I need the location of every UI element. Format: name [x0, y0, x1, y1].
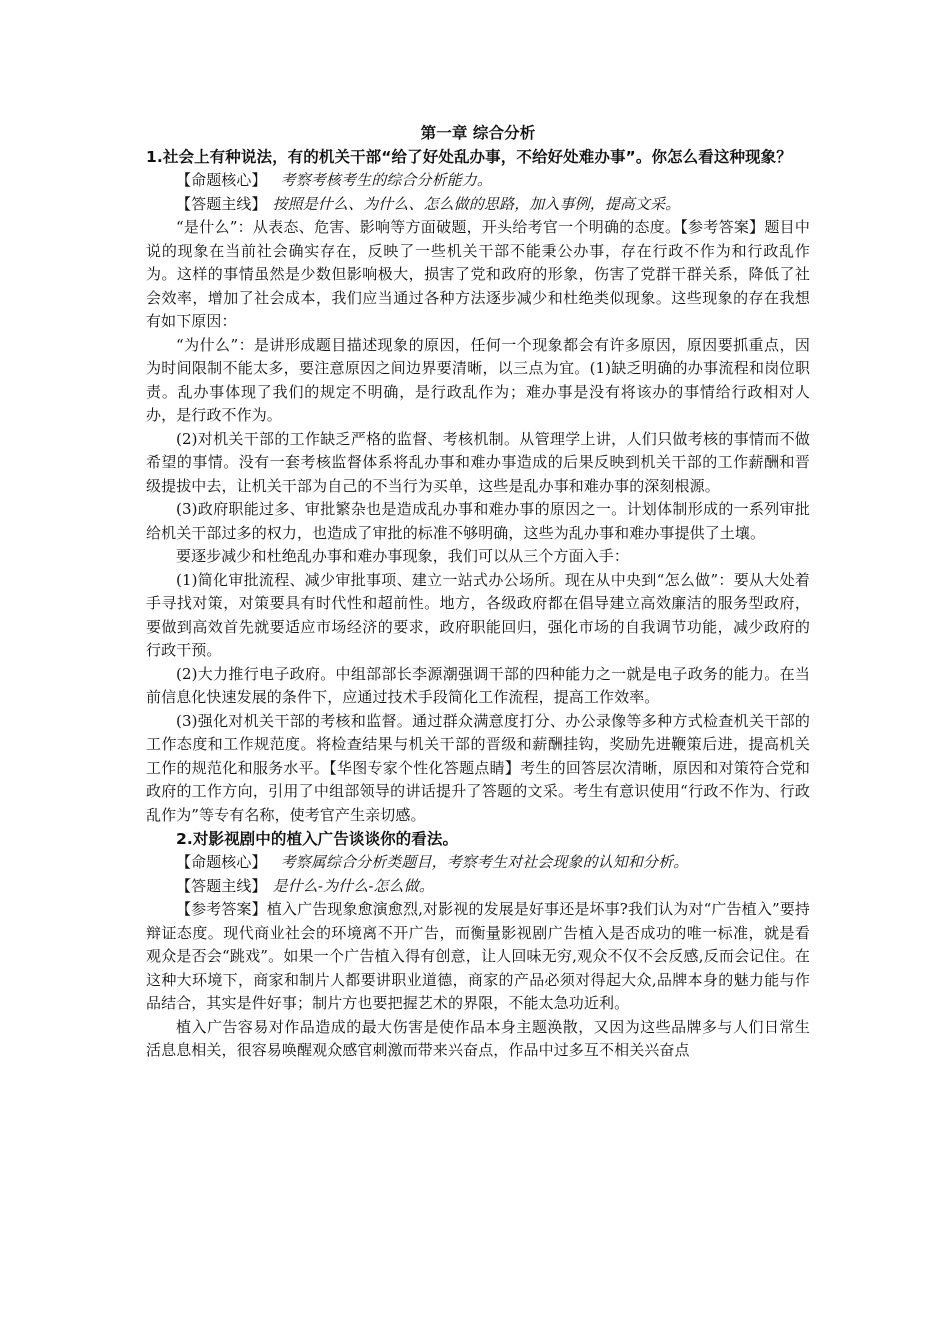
- q1-paragraph: (1)简化审批流程、减少审批事项、建立一站式办公场所。现在从中央到“怎么做”：要从大处着手寻找对策，对策要具有时代性和超前性。地方，各级政府都在倡导建立高效廉洁的服务型政府，要做到高效首先就要适应市场经济的要求，政府职能回归，强化市场的自我调节功能，减少政府的行政干预。: [146, 570, 810, 659]
- chapter-title: 第一章 综合分析: [420, 124, 536, 142]
- q2-main-text: 是什么-为什么-怎么做。: [272, 876, 434, 895]
- q2-paragraph: 【参考答案】植入广告现象愈演愈烈,对影视的发展是好事还是坏事?我们认为对“广告植入”要持辩证态度。现代商业社会的环境离不开广告，而衡量影视剧广告植入是否成功的唯一标准，就是看观众是否会“跳戏”。如果一个广告植入得有创意，让人回味无穷,观众不仅不会反感,反而会记住。在这种大环境下，商家和制片人都要讲职业道德，商家的产品必须对得起大众,品牌本身的魅力能与作品结合，其实是件好事；制片方也要把握艺术的界限，不能太急功近利。: [146, 900, 810, 1012]
- q1-paragraph: 要逐步减少和杜绝乱办事和难办事现象，我们可以从三个方面入手：: [176, 547, 630, 565]
- q2-main-label: 【答题主线】: [176, 876, 267, 895]
- q2-main-line: [146, 875, 810, 899]
- q1-paragraph: (2)大力推行电子政府。中组部部长李源潮强调干部的四种能力之一就是电子政务的能力。在当前信息化快速发展的条件下，应通过技术手段简化工作流程，提高工作效率。: [146, 664, 810, 706]
- q1-paragraph: (3)政府职能过多、审批繁杂也是造成乱办事和难办事的原因之一。计划体制形成的一系列审批给机关干部过多的权力，也造成了审批的标准不够明确，这些为乱办事和难办事提供了土壤。: [146, 500, 810, 542]
- q1-core-text: 考察考核考生的综合分析能力。: [280, 171, 493, 189]
- q1-main-line: [146, 193, 810, 217]
- q1-paragraph: (2)对机关干部的工作缺乏严格的监督、考核机制。从管理学上讲，人们只做考核的事情而不做希望的事情。没有一套考核监督体系将乱办事和难办事造成的后果反映到机关干部的工作薪酬和晋级提拔中去，让机关干部为自己的不当行为买单，这些是乱办事和难办事的深刻根源。: [146, 429, 810, 495]
- q1-paragraph: “为什么”：是讲形成题目描述现象的原因，任何一个现象都会有许多原因，原因要抓重点，因为时间限制不能太多，要注意原因之间边界要清晰，以三点为宜。(1)缺乏明确的办事流程和岗位职责。乱办事体现了我们的规定不明确，是行政乱作为；难办事是没有将该办的事情给行政相对人办，是行政不作为。: [146, 335, 810, 424]
- q2-paragraph: 植入广告容易对作品造成的最大伤害是使作品本身主题涣散，又因为这些品牌多与人们日常生活息息相关，很容易唤醒观众感官刺激而带来兴奋点，作品中过多互不相关兴奋点: [146, 1017, 810, 1059]
- q1-core-line: [146, 169, 810, 193]
- q1-paragraph: (3)强化对机关干部的考核和监督。通过群众满意度打分、办公录像等多种方式检查机关干部的工作态度和工作规范度。将检查结果与机关干部的晋级和薪酬挂钩，奖励先进鞭策后进，提高机关工作的规范化和服务水平。【华图专家个性化答题点睛】考生的回答层次清晰，原因和对策符合党和政府的工作方向，引用了中组部领导的讲话提升了答题的文采。考生有意识使用“行政不作为、行政乱作为”等专有名称，使考官产生亲切感。: [146, 711, 810, 824]
- q1-main-text: 按照是什么、为什么、怎么做的思路，加入事例，提高文采。: [272, 194, 681, 213]
- q1-paragraph: “是什么”：从表态、危害、影响等方面破题，开头给考官一个明确的态度。【参考答案】题目中说的现象在当前社会确实存在，反映了一些机关干部不能秉公办事，存在行政不作为和行政乱作为。这样的事情虽然是少数但影响极大，损害了党和政府的形象，伤害了党群干群关系，降低了社会效率，增加了社会成本，我们应当通过各种方法逐步减少和杜绝类似现象。这些现象的存在我想有如下原因：: [146, 218, 810, 330]
- q2-core-line: [146, 851, 810, 875]
- question-1-title: 1.社会上有种说法，有的机关干部“给了好处乱办事，不给好处难办事”。你怎么看这种现象？: [146, 148, 792, 166]
- document-page: [146, 122, 810, 1063]
- q2-core-text: 考察属综合分析类题目，考察考生对社会现象的认知和分析。: [280, 853, 689, 871]
- question-2-title: 2.对影视剧中的植入广告谈谈你的看法。: [176, 830, 459, 848]
- q1-main-label: 【答题主线】: [176, 194, 267, 213]
- q1-core-label: 【命题核心】: [176, 171, 267, 189]
- q2-core-label: 【命题核心】: [176, 853, 267, 871]
